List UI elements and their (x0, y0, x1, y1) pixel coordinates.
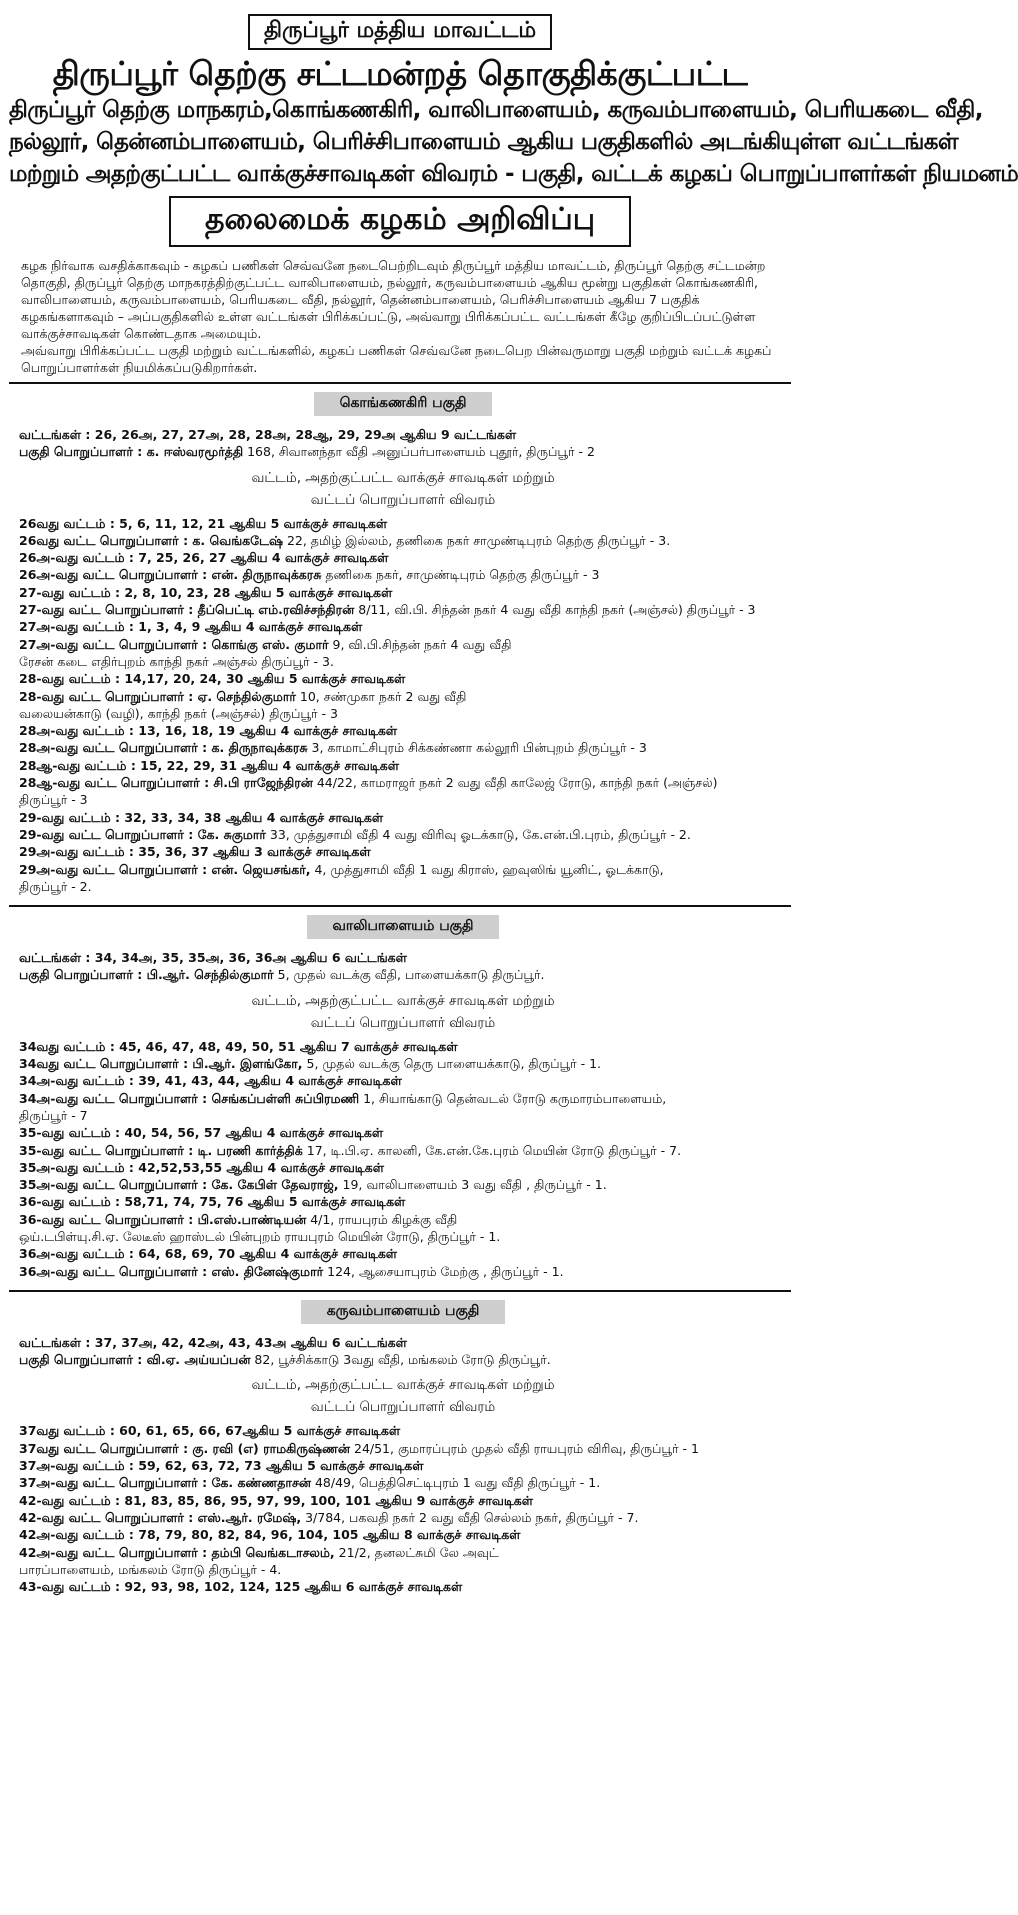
ward-detail-address: ரேசன் கடை எதிர்புறம் காந்தி நகர் அஞ்சல் திருப்பூர் - 3. (19, 653, 334, 669)
ward-detail-bold: 36அ-வது வட்ட பொறுப்பாளர் : எஸ். தினேஷ்குமார் (19, 1263, 324, 1279)
ward-detail-address: 3/784, பகவதி நகர் 2 வது வீதி செல்லம் நகர், திருப்பூர் - 7. (301, 1509, 639, 1525)
section-title (19, 1300, 787, 1324)
ward-detail-line (19, 722, 787, 739)
ward-detail-line (19, 1038, 787, 1055)
area-incharge-address: 5, முதல் வடக்கு வீதி, பாளையக்காடு திருப்பூர். (273, 967, 545, 983)
ward-detail-address: திருப்பூர் - 7 (19, 1107, 88, 1123)
ward-detail-bold: 42-வது வட்டம் : 81, 83, 85, 86, 95, 97, 99, 100, 101 ஆகிய 9 வாக்குச் சாவடிகள் (19, 1492, 534, 1508)
area-incharge-address: 82, பூச்சிக்காடு 3வது வீதி, மங்கலம் ரோடு திருப்பூர். (250, 1352, 551, 1368)
ward-detail-address: 33, முத்துசாமி வீதி 4 வது விரிவு ஓடக்காடு, கே.என்.பி.புரம், திருப்பூர் - 2. (265, 826, 691, 842)
ward-detail-bold: 37வது வட்டம் : 60, 61, 65, 66, 67ஆகிய 5 வாக்குச் சாவடிகள் (19, 1423, 401, 1439)
ward-detail-bold: 42அ-வது வட்டம் : 78, 79, 80, 82, 84, 96, 104, 105 ஆகிய 8 வாக்குச் சாவடிகள் (19, 1527, 521, 1543)
ward-detail-bold: 36-வது வட்டம் : 58,71, 74, 75, 76 ஆகிய 5 வாக்குச் சாவடிகள் (19, 1194, 406, 1210)
ward-detail-line (19, 1561, 787, 1578)
ward-detail-address: 3, காமாட்சிபுரம் சிக்கண்ணா கல்லூரி பின்புறம் திருப்பூர் - 3 (307, 740, 647, 756)
ward-detail-line (19, 1159, 787, 1176)
section-title-label: கொங்கணகிரி பகுதி (314, 392, 493, 416)
ward-detail-address: 1, சியாங்காடு தென்வடல் ரோடு கருமாரம்பாளையம், (359, 1090, 667, 1106)
constituency-title: திருப்பூர் தெற்கு சட்டமன்றத் தொகுதிக்குட்பட்ட (52, 54, 748, 93)
ward-detail-address: வலையன்காடு (வழி), காந்தி நகர் (அஞ்சல்) திருப்பூர் - 3 (19, 705, 338, 721)
ward-detail-line (19, 653, 787, 670)
ward-details-heading-line-2: வட்டப் பொறுப்பாளர் விவரம் (310, 1014, 496, 1031)
ward-detail-bold: 36அ-வது வட்டம் : 64, 68, 69, 70 ஆகிய 4 வாக்குச் சாவடிகள் (19, 1246, 398, 1262)
ward-detail-bold: 28ஆ-வது வட்டம் : 15, 22, 29, 31 ஆகிய 4 வாக்குச் சாவடிகள் (19, 757, 400, 773)
ward-detail-line (19, 1176, 787, 1193)
ward-detail-bold: 27அ-வது வட்ட பொறுப்பாளர் : கொங்கு எஸ். குமார் (19, 636, 329, 652)
ward-details-heading-line-1: வட்டம், அதற்குட்பட்ட வாக்குச் சாவடிகள் மற்றும் (251, 469, 555, 486)
ward-detail-bold: 29அ-வது வட்டம் : 35, 36, 37 ஆகிய 3 வாக்குச் சாவடிகள் (19, 844, 371, 860)
ward-detail-line (19, 1457, 787, 1474)
notice-header (9, 14, 1018, 257)
ward-detail-bold: 34அ-வது வட்டம் : 39, 41, 43, 44, ஆகிய 4 வாக்குச் சாவடிகள் (19, 1073, 402, 1089)
ward-detail-bold: 37அ-வது வட்ட பொறுப்பாளர் : கே. கண்ணதாசன் (19, 1475, 311, 1491)
ward-detail-bold: 29அ-வது வட்ட பொறுப்பாளர் : என். ஜெயசங்கர், (19, 861, 311, 877)
ward-detail-address: 19, வாலிபாளையம் 3 வது வீதி , திருப்பூர் - 1. (338, 1177, 607, 1193)
ward-detail-bold: 36-வது வட்ட பொறுப்பாளர் : பி.எஸ்.பாண்டியன் (19, 1211, 307, 1227)
area-incharge-line (19, 966, 787, 983)
subtitle-line-2: நல்லூர், தென்னம்பாளையம், பெரிச்சிபாளையம் ஆகிய பகுதிகளில் அடங்கியுள்ள வட்டங்கள் (9, 129, 959, 155)
section-title-label: வாலிபாளையம் பகுதி (307, 915, 500, 939)
ward-detail-line (19, 1211, 787, 1228)
ward-detail-line (19, 1090, 787, 1107)
wards-line (19, 426, 787, 443)
area-incharge-text: பி.ஆர். செந்தில்குமார் (146, 967, 274, 983)
ward-detail-address: 124, ஆசையாபுரம் மேற்கு , திருப்பூர் - 1. (323, 1263, 564, 1279)
ward-detail-line (19, 1193, 787, 1210)
section-0 (9, 382, 791, 899)
ward-detail-bold: 35அ-வது வட்டம் : 42,52,53,55 ஆகிய 4 வாக்குச் சாவடிகள் (19, 1159, 385, 1175)
ward-detail-line (19, 1228, 787, 1245)
ward-detail-line (19, 618, 787, 635)
ward-detail-bold: 42-வது வட்ட பொறுப்பாளர் : எஸ்.ஆர். ரமேஷ், (19, 1509, 302, 1525)
section-2 (9, 1290, 791, 1600)
ward-detail-address: 24/51, குமாரப்புரம் முதல் வீதி ராயபுரம் விரிவு, திருப்பூர் - 1 (350, 1440, 699, 1456)
ward-detail-line (19, 826, 787, 843)
ward-detail-bold: 34அ-வது வட்ட பொறுப்பாளர் : செங்கப்பள்ளி சுப்பிரமணி (19, 1090, 360, 1106)
ward-detail-line (19, 1509, 787, 1526)
ward-detail-bold: 27-வது வட்டம் : 2, 8, 10, 23, 28 ஆகிய 5 வாக்குச் சாவடிகள் (19, 584, 393, 600)
ward-detail-line (19, 688, 787, 705)
section-title (19, 392, 787, 416)
ward-details-heading (19, 990, 787, 1034)
ward-detail-line (19, 584, 787, 601)
ward-detail-address: 21/2, தனலட்சுமி லே அவுட் (334, 1544, 499, 1560)
ward-detail-line (19, 757, 787, 774)
ward-detail-line (19, 1422, 787, 1439)
ward-detail-bold: 26வது வட்டம் : 5, 6, 11, 12, 21 ஆகிய 5 வாக்குச் சாவடிகள் (19, 515, 388, 531)
ward-detail-bold: 28-வது வட்ட பொறுப்பாளர் : ஏ. செந்தில்குமார் (19, 688, 296, 704)
ward-detail-address: 10, சண்முகா நகர் 2 வது வீதி (295, 688, 467, 704)
intro-text (9, 257, 791, 376)
ward-details-heading (19, 467, 787, 511)
ward-detail-address: 48/49, பெத்திசெட்டிபுரம் 1 வது வீதி திருப்பூர் - 1. (311, 1475, 601, 1491)
ward-detail-bold: 28-வது வட்டம் : 14,17, 20, 24, 30 ஆகிய 5 வாக்குச் சாவடிகள் (19, 671, 406, 687)
ward-details-heading (19, 1374, 787, 1418)
ward-detail-line (19, 1440, 787, 1457)
area-incharge-text: க. ஈஸ்வரமூர்த்தி (146, 444, 244, 460)
ward-detail-address: 22, தமிழ் இல்லம், தணிகை நகர் சாமுண்டிபுரம் தெற்கு திருப்பூர் - 3. (282, 532, 671, 548)
ward-detail-bold: 37வது வட்ட பொறுப்பாளர் : கு. ரவி (எ) ராமகிருஷ்ணன் (19, 1440, 351, 1456)
ward-detail-address: தணிகை நகர், சாமுண்டிபுரம் தெற்கு திருப்பூர் - 3 (321, 567, 600, 583)
wards-label: வட்டங்கள் : (19, 1334, 95, 1350)
sections-container (9, 382, 791, 1599)
ward-detail-bold: 28அ-வது வட்ட பொறுப்பாளர் : க. திருநாவுக்கரசு (19, 740, 308, 756)
ward-detail-line (19, 1124, 787, 1141)
ward-detail-line (19, 809, 787, 826)
ward-details-heading-line-1: வட்டம், அதற்குட்பட்ட வாக்குச் சாவடிகள் மற்றும் (251, 1377, 555, 1394)
ward-detail-address: 4, முத்துசாமி வீதி 1 வது கிராஸ், ஹவுஸிங் யூனிட், ஓடக்காடு, (310, 861, 664, 877)
ward-detail-line (19, 1492, 787, 1509)
wards-list: 34, 34அ, 35, 35அ, 36, 36அ ஆகிய 6 வட்டங்கள் (94, 950, 407, 966)
subtitle-line-1: திருப்பூர் தெற்கு மாநகரம்,கொங்கணகிரி, வாலிபாளையம், கருவம்பாளையம், பெரியகடை வீதி, (9, 97, 983, 123)
wards-line (19, 1334, 787, 1351)
ward-detail-line (19, 532, 787, 549)
ward-detail-line (19, 1474, 787, 1491)
ward-detail-bold: 35-வது வட்டம் : 40, 54, 56, 57 ஆகிய 4 வாக்குச் சாவடிகள் (19, 1125, 384, 1141)
ward-detail-line (19, 878, 787, 895)
ward-detail-address: 8/11, வி.பி. சிந்தன் நகர் 4 வது வீதி காந்தி நகர் (அஞ்சல்) திருப்பூர் - 3 (354, 602, 756, 618)
ward-detail-address: பாரப்பாளையம், மங்கலம் ரோடு திருப்பூர் - 4. (19, 1561, 282, 1577)
ward-detail-address: 5, முதல் வடக்கு தெரு பாளையக்காடு, திருப்பூர் - 1. (302, 1056, 602, 1072)
area-incharge-address: 168, சிவானந்தா வீதி அனுப்பர்பாளையம் புதூர், திருப்பூர் - 2 (243, 444, 595, 460)
ward-details-heading-line-2: வட்டப் பொறுப்பாளர் விவரம் (310, 1399, 496, 1416)
ward-detail-bold: 42அ-வது வட்ட பொறுப்பாளர் : தம்பி வெங்கடாசலம், (19, 1544, 335, 1560)
section-title (19, 915, 787, 939)
ward-detail-bold: 28ஆ-வது வட்ட பொறுப்பாளர் : சி.பி ராஜேந்திரன் (19, 775, 313, 791)
wards-line (19, 949, 787, 966)
ward-detail-bold: 34வது வட்டம் : 45, 46, 47, 48, 49, 50, 51 ஆகிய 7 வாக்குச் சாவடிகள் (19, 1038, 458, 1054)
ward-detail-bold: 29-வது வட்ட பொறுப்பாளர் : கே. சுகுமார் (19, 826, 266, 842)
section-1 (9, 905, 791, 1284)
ward-detail-line (19, 774, 787, 791)
wards-list: 26, 26அ, 27, 27அ, 28, 28அ, 28ஆ, 29, 29அ ஆகிய 9 வட்டங்கள் (94, 427, 517, 442)
ward-detail-address: 17, டி.பி.ஏ. காலனி, கே.என்.கே.புரம் மெயின் ரோடு திருப்பூர் - 7. (302, 1142, 682, 1158)
ward-detail-line (19, 1263, 787, 1280)
intro-paragraph-1: கழக நிர்வாக வசதிக்காகவும் - கழகப் பணிகள் செவ்வனே நடைபெற்றிடவும் திருப்பூர் மத்திய மாவட்டம், திருப்பூர் தெற்கு சட்டமன்ற தொகுதி, திருப்பூர் தெற்கு மாநகரத்திற்குட்பட்ட வாலிபாளையம், நல்லூர், கருவம்பாளையம் ஆகிய மூன்று பகுதிகள் கொங்கணகிரி, வாலிபாளையம், கருவம்பாளையம், பெரியகடை வீதி, நல்லூர், தென்னம்பாளையம், பெரிச்சிபாளையம் ஆகிய 7 பகுதிக் கழகங்களாகவும் – அப்பகுதிகளில் உள்ள வட்டங்கள் பிரிக்கப்பட்டு, அவ்வாறு பிரிக்கப்பட்ட வட்டங்கள் கீழே குறிப்பிடப்பட்டுள்ள வாக்குச்சாவடிகள் கொண்டதாக அமையும். (21, 258, 766, 341)
ward-detail-line (19, 705, 787, 722)
area-incharge-text: வி.ஏ. அய்யப்பன் (146, 1352, 251, 1368)
subtitle-line-3: மற்றும் அதற்குட்பட்ட வாக்குச்சாவடிகள் விவரம் - பகுதி, வட்டக் கழகப் பொறுப்பாளர்கள் நியமனம் (9, 161, 1018, 187)
area-incharge-line (19, 1351, 787, 1368)
ward-detail-address: 9, வி.பி.சிந்தன் நகர் 4 வது வீதி (328, 636, 512, 652)
area-incharge-line (19, 443, 787, 460)
ward-detail-line (19, 1142, 787, 1159)
ward-detail-line (19, 1055, 787, 1072)
ward-details-heading-line-1: வட்டம், அதற்குட்பட்ட வாக்குச் சாவடிகள் மற்றும் (251, 992, 555, 1009)
ward-detail-line (19, 843, 787, 860)
ward-detail-line (19, 566, 787, 583)
ward-detail-bold: 26வது வட்ட பொறுப்பாளர் : க. வெங்கடேஷ் (19, 532, 283, 548)
ward-detail-bold: 43-வது வட்டம் : 92, 93, 98, 102, 124, 125 ஆகிய 6 வாக்குச் சாவடிகள் (19, 1579, 463, 1595)
ward-detail-bold: 28அ-வது வட்டம் : 13, 16, 18, 19 ஆகிய 4 வாக்குச் சாவடிகள் (19, 723, 398, 739)
ward-detail-bold: 26அ-வது வட்ட பொறுப்பாளர் : என். திருநாவுக்கரசு (19, 567, 322, 583)
ward-detail-bold: 27-வது வட்ட பொறுப்பாளர் : தீப்பெட்டி எம்.ரவிச்சந்திரன் (19, 602, 355, 618)
ward-detail-line (19, 861, 787, 878)
ward-detail-address: 4/1, ராயபுரம் கிழக்கு வீதி (306, 1211, 458, 1227)
wards-list: 37, 37அ, 42, 42அ, 43, 43அ ஆகிய 6 வட்டங்கள் (94, 1334, 407, 1350)
ward-detail-bold: 26அ-வது வட்டம் : 7, 25, 26, 27 ஆகிய 4 வாக்குச் சாவடிகள் (19, 550, 389, 566)
wards-label: வட்டங்கள் : (19, 950, 95, 966)
ward-detail-line (19, 670, 787, 687)
ward-detail-line (19, 1544, 787, 1561)
ward-detail-address: ஒய்.டபிள்யு.சி.ஏ. லேடீஸ் ஹாஸ்டல் பின்புறம் ராயபுரம் மெயின் ரோடு, திருப்பூர் - 1. (19, 1228, 501, 1244)
ward-detail-bold: 29-வது வட்டம் : 32, 33, 34, 38 ஆகிய 4 வாக்குச் சாவடிகள் (19, 809, 384, 825)
wards-label: வட்டங்கள் : (19, 427, 95, 442)
headquarters-notice-title: தலைமைக் கழகம் அறிவிப்பு (169, 196, 631, 247)
ward-detail-address: திருப்பூர் - 3 (19, 792, 88, 808)
ward-detail-line (19, 1578, 787, 1595)
district-title: திருப்பூர் மத்திய மாவட்டம் (248, 14, 552, 50)
ward-detail-bold: 35அ-வது வட்ட பொறுப்பாளர் : கே. கேபிள் தேவராஜ், (19, 1177, 339, 1193)
ward-detail-line (19, 791, 787, 808)
ward-detail-bold: 27அ-வது வட்டம் : 1, 3, 4, 9 ஆகிய 4 வாக்குச் சாவடிகள் (19, 619, 363, 635)
ward-detail-bold: 37அ-வது வட்டம் : 59, 62, 63, 72, 73 ஆகிய 5 வாக்குச் சாவடிகள் (19, 1458, 424, 1474)
area-incharge-label: பகுதி பொறுப்பாளர் : (19, 967, 147, 983)
ward-detail-bold: 34வது வட்ட பொறுப்பாளர் : பி.ஆர். இளங்கோ, (19, 1056, 303, 1072)
ward-detail-address: 44/22, காமராஜர் நகர் 2 வது வீதி காலேஜ் ரோடு, காந்தி நகர் (அஞ்சல்) (312, 775, 718, 791)
section-title-label: கருவம்பாளையம் பகுதி (301, 1300, 506, 1324)
ward-detail-bold: 35-வது வட்ட பொறுப்பாளர் : டி. பரணி கார்த்திக் (19, 1142, 303, 1158)
ward-detail-line (19, 1107, 787, 1124)
ward-detail-line (19, 601, 787, 618)
ward-detail-line (19, 1245, 787, 1262)
ward-detail-line (19, 515, 787, 532)
intro-paragraph-2: அவ்வாறு பிரிக்கப்பட்ட பகுதி மற்றும் வட்டங்களில், கழகப் பணிகள் செவ்வனே நடைபெற பின்வருமாறு பகுதி மற்றும் வட்டக் கழகப் பொறுப்பாளர்கள் நியமிக்கப்படுகிறார்கள். (21, 343, 772, 375)
ward-detail-line (19, 636, 787, 653)
area-incharge-label: பகுதி பொறுப்பாளர் : (19, 444, 147, 460)
ward-detail-line (19, 549, 787, 566)
area-incharge-label: பகுதி பொறுப்பாளர் : (19, 1352, 147, 1368)
ward-detail-line (19, 1072, 787, 1089)
ward-detail-line (19, 739, 787, 756)
ward-details-heading-line-2: வட்டப் பொறுப்பாளர் விவரம் (310, 491, 496, 508)
ward-detail-line (19, 1526, 787, 1543)
ward-detail-address: திருப்பூர் - 2. (19, 878, 92, 894)
